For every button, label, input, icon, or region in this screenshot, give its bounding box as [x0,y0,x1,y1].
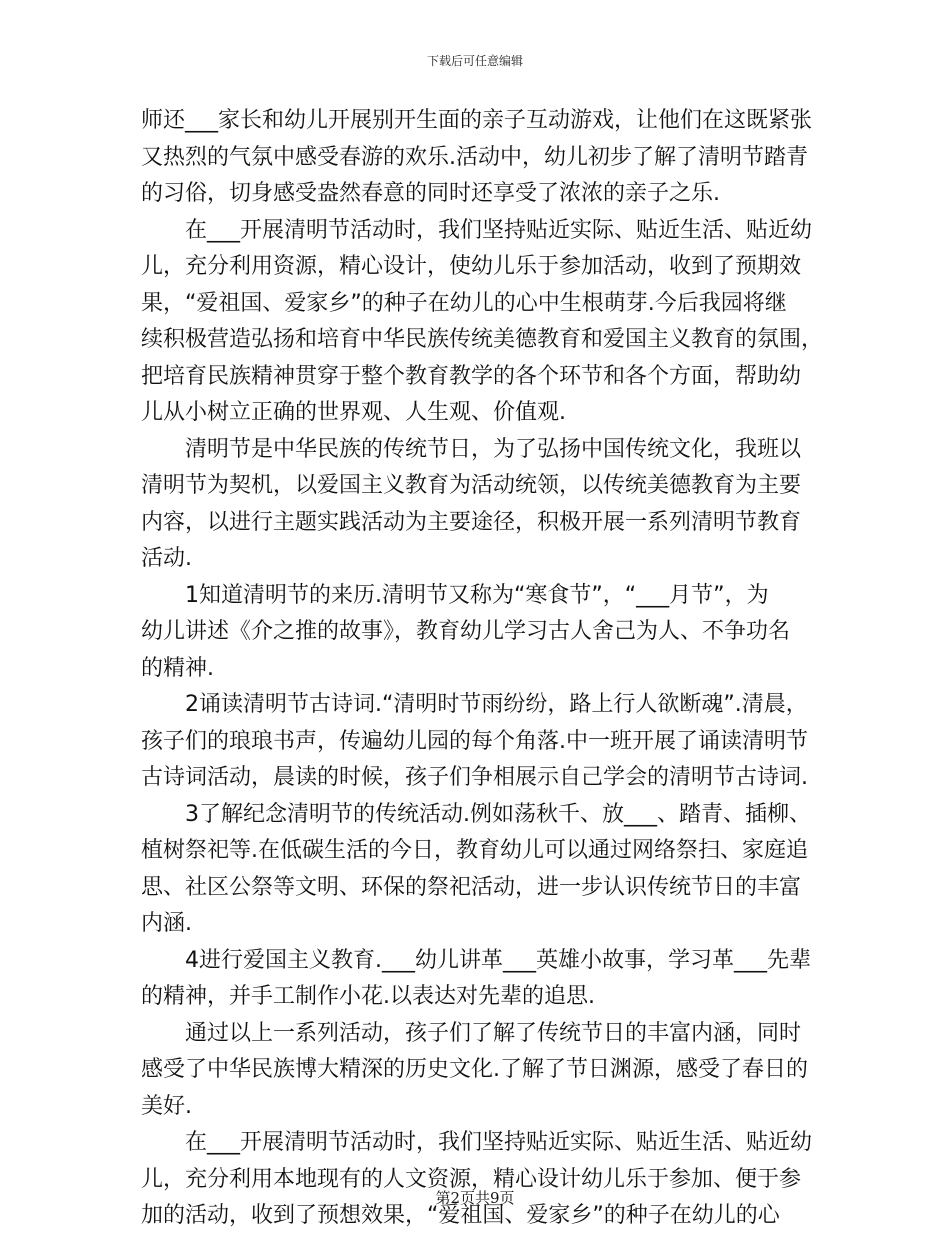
text-line: 师还___家长和幼儿开展别开生面的亲子互动游戏，让他们在这既紧张 [141,108,813,133]
text-line: 古诗词活动，晨读的时候，孩子们争相展示自己学会的清明节古诗词. [141,765,808,790]
text-line: 感受了中华民族博大精深的历史文化.了解了节日渊源，感受了春日的 [141,1057,808,1082]
text-line: 孩子们的琅琅书声，传遍幼儿园的每个角落.中一班开展了诵读清明节 [141,728,808,754]
text-line: 内容，以进行主题实践活动为主要途径，积极开展一系列清明节教育 [141,509,802,535]
text-line: 3了解纪念清明节的传统活动.例如荡秋千、放___、踏青、插柳、 [185,801,811,827]
text-line: 的精神，并手工制作小花.以表达对先辈的追思. [141,984,595,1009]
text-line: 儿，充分利用本地现有的人文资源，精心设计幼儿乐于参加、便于参 [141,1166,802,1192]
text-line: 续积极营造弘扬和培育中华民族传统美德教育和爱国主义教育的氛围， [141,327,824,352]
text-line: 儿，充分利用资源，精心设计，使幼儿乐于参加活动，收到了预期效 [141,254,802,279]
text-line: 4进行爱国主义教育.___幼儿讲革___英雄小故事，学习革___先辈 [185,947,811,973]
text-line: 美好. [141,1093,192,1119]
text-line: 植树祭祀等.在低碳生活的今日，教育幼儿可以通过网络祭扫、家庭追 [141,838,808,863]
text-line: 清明节为契机，以爱国主义教育为活动统领，以传统美德教育为主要 [141,473,802,498]
text-line: 的精神. [141,655,214,681]
text-line: 在___开展清明节活动时，我们坚持贴近实际、贴近生活、贴近幼 [185,1130,813,1155]
text-line: 通过以上一系列活动，孩子们了解了传统节日的丰富内涵，同时 [185,1020,802,1046]
text-line: 1知道清明节的来历.清明节又称为“寒食节”，“___月节”，为 [185,582,769,608]
document-body [141,103,824,1235]
text-line: 幼儿讲述《介之推的故事》，教育幼儿学习古人舍己为人、不争功名 [141,619,791,644]
text-line: 内涵. [141,911,192,936]
header-note: 下载后可任意编辑 [426,54,523,68]
text-line: 思、社区公祭等文明、环保的祭祀活动，进一步认识传统节日的丰富 [141,874,802,900]
text-line: 果，“爱祖国、爱家乡”的种子在幼儿的心中生根萌芽.今后我园将继 [141,290,787,316]
text-line: 活动. [141,546,192,571]
text-line: 2诵读清明节古诗词.“清明时节雨纷纷，路上行人欲断魂”.清晨， [185,692,808,717]
text-line: 的习俗，切身感受盎然春意的同时还享受了浓浓的亲子之乐. [141,181,720,206]
text-line: 清明节是中华民族的传统节日，为了弘扬中国传统文化，我班以 [185,436,802,462]
text-line: 把培育民族精神贯穿于整个教育教学的各个环节和各个方面，帮助幼 [141,363,802,389]
page-number-footer: 第2页共9页 [435,1189,515,1207]
text-line: 在___开展清明节活动时，我们坚持贴近实际、贴近生活、贴近幼 [185,217,813,243]
text-line: 加的活动，收到了预想效果，“爱祖国、爱家乡”的种子在幼儿的心 [141,1203,780,1228]
text-line: 又热烈的气氛中感受春游的欢乐.活动中，幼儿初步了解了清明节踏青 [141,144,808,170]
text-line: 儿从小树立正确的世界观、人生观、价值观. [141,400,566,425]
